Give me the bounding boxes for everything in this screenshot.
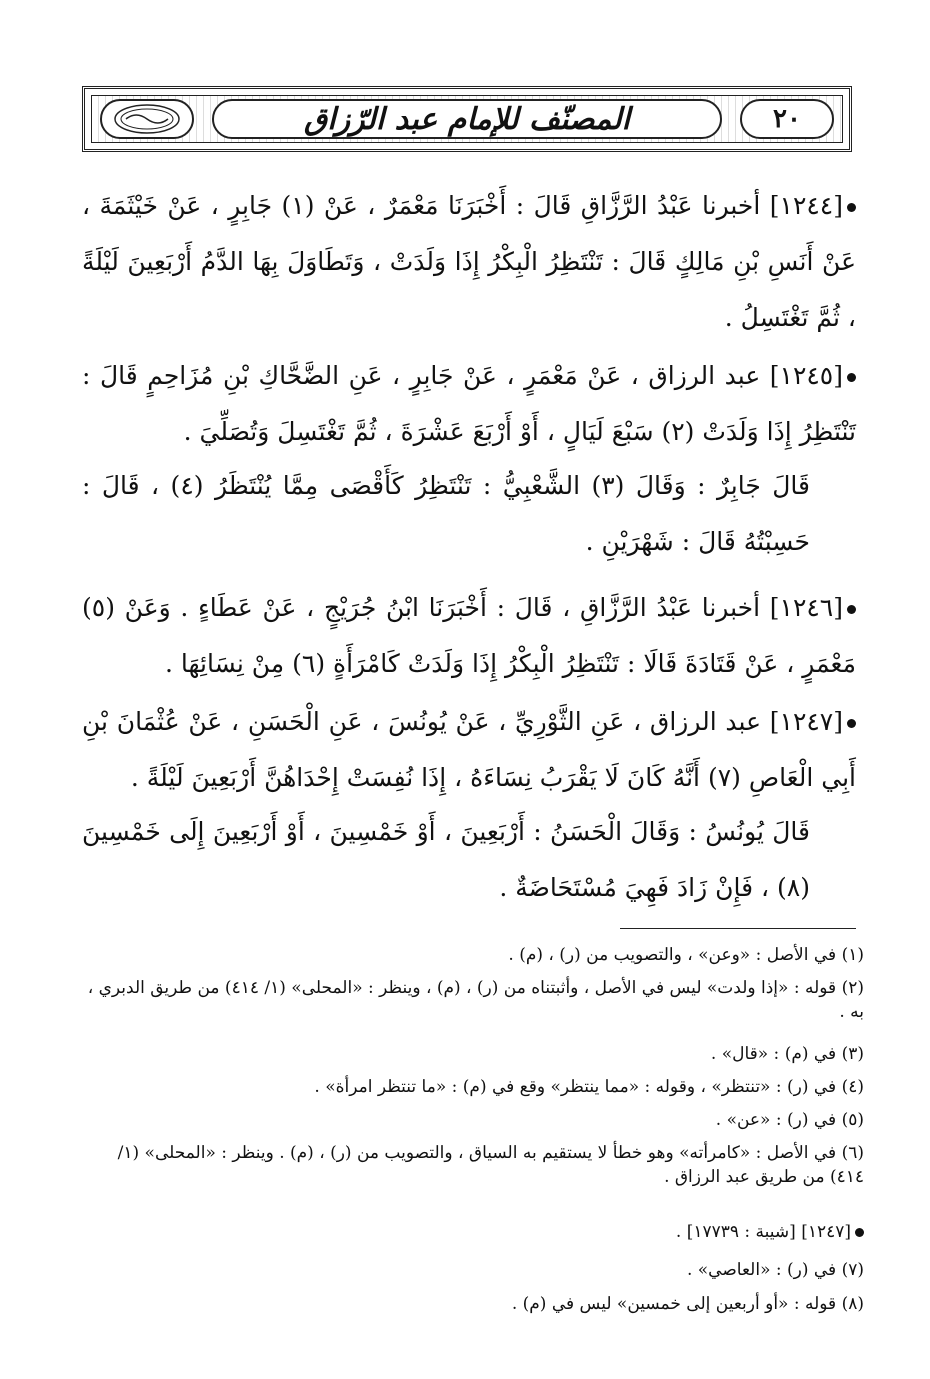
footnote-4: (٤) في (ر) : «تنتظر» ، وقوله : «مما ينتظر» وقع في (م) : «ما تنتظر امرأة» .	[314, 1077, 864, 1097]
page-header	[82, 86, 852, 152]
book-title: المصنّف للإمام عبد الرّزاق	[304, 101, 630, 137]
footnote-source: [١٢٤٧] [شيبة : ١٧٧٣٩] .	[82, 1220, 864, 1244]
footnote-6: (٦) في الأصل : «كامرأته» وهو خطأ لا يستقيم به السياق ، والتصويب من (ر) ، (م) . وينظر : «المحلى» (١/ ٤١٤) من طريق عبد الرزاق .	[117, 1143, 864, 1187]
header-title-box	[212, 99, 722, 139]
footnote-5: (٥) في (ر) : «عن» .	[715, 1110, 864, 1130]
hadith-1245: [١٢٤٥] عبد الرزاق ، عَنْ مَعْمَرٍ ، عَنْ جَابِرٍ ، عَنِ الضَّحَّاكِ بْنِ مُزَاحِمٍ قَالَ : تَنْتَظِرُ إِذَا وَلَدَتْ (٢) سَبْعَ لَيَالٍ ، أَوْ أَرْبَعَ عَشْرَةَ ، ثُمَّ تَغْتَسِلَ وَتُصَلِّيَ .	[82, 361, 856, 446]
bullet-marker	[847, 605, 856, 614]
hadith-1244: [١٢٤٤] أخبرنا عَبْدُ الرَّزَّاقِ قَالَ : أَخْبَرَنَا مَعْمَرٌ ، عَنْ (١) جَابِرٍ ، عَنْ خَيْثَمَةَ ، عَنْ أَنَسِ بْنِ مَالِكٍ قَالَ : تَنْتَظِرُ الْبِكْرُ إِذَا وَلَدَتْ ، وَتَطَاوَلَ بِهَا الدَّمُ أَرْبَعِينَ لَيْلَةً ، ثُمَّ تَغْتَسِلُ .	[82, 191, 856, 332]
footnote-divider	[620, 928, 856, 929]
hadith-1245-note: قَالَ جَابِرٌ : وَقَالَ (٣) الشَّعْبِيُّ : تَنْتَظِرُ كَأَقْصَى مِمَّا يُنْتَظَرُ (٤) ، قَالَ : حَسِبْتُهُ قَالَ : شَهْرَيْنِ .	[82, 471, 810, 556]
header-ornament	[91, 95, 843, 143]
footnote-3: (٣) في (م) : «قال» .	[710, 1044, 864, 1064]
seal-logo	[100, 99, 194, 139]
footnote-1: (١) في الأصل : «وعن» ، والتصويب من (ر) ، (م) .	[508, 945, 864, 965]
footnote-7: (٧) في (ر) : «العاصي» .	[686, 1260, 864, 1280]
bullet-marker	[855, 1228, 864, 1237]
footnote-2: (٢) قوله : «إذا ولدت» ليس في الأصل ، وأثبتناه من (ر) ، (م) ، وينظر : «المحلى» (١/ ٤١٤) من طريق الدبري ، به .	[87, 978, 864, 1022]
bullet-marker	[847, 719, 856, 728]
seal-logo-icon	[112, 102, 182, 136]
hadith-1247: [١٢٤٧] عبد الرزاق ، عَنِ الثَّوْرِيِّ ، عَنْ يُونُسَ ، عَنِ الْحَسَنِ ، عَنْ عُثْمَانَ بْنِ أَبِي الْعَاصِ (٧) أَنَّهُ كَانَ لَا يَقْرَبُ نِسَاءَهُ ، إِذَا نُفِسَتْ إِحْدَاهُنَّ أَرْبَعِينَ لَيْلَةً .	[82, 707, 856, 792]
hadith-1246: [١٢٤٦] أخبرنا عَبْدُ الرَّزَّاقِ ، قَالَ : أَخْبَرَنَا ابْنُ جُرَيْجٍ ، عَنْ عَطَاءٍ . وَعَنْ (٥) مَعْمَرٍ ، عَنْ قَتَادَةَ قَالَا : تَنْتَظِرُ الْبِكْرُ إِذَا وَلَدَتْ كَامْرَأَةٍ (٦) مِنْ نِسَائِهَا .	[82, 593, 856, 678]
page-number: ٢٠	[740, 99, 834, 139]
footnote-8: (٨) قوله : «أو أربعين إلى خمسين» ليس في (م) .	[511, 1294, 864, 1314]
bullet-marker	[847, 203, 856, 212]
hadith-1247-note: قَالَ يُونُسُ : وَقَالَ الْحَسَنُ : أَرْبَعِينَ ، أَوْ خَمْسِينَ ، أَوْ أَرْبَعِينَ إِلَى خَمْسِينَ (٨) ، فَإِنْ زَادَ فَهِيَ مُسْتَحَاضَةٌ .	[82, 817, 810, 902]
bullet-marker	[847, 373, 856, 382]
